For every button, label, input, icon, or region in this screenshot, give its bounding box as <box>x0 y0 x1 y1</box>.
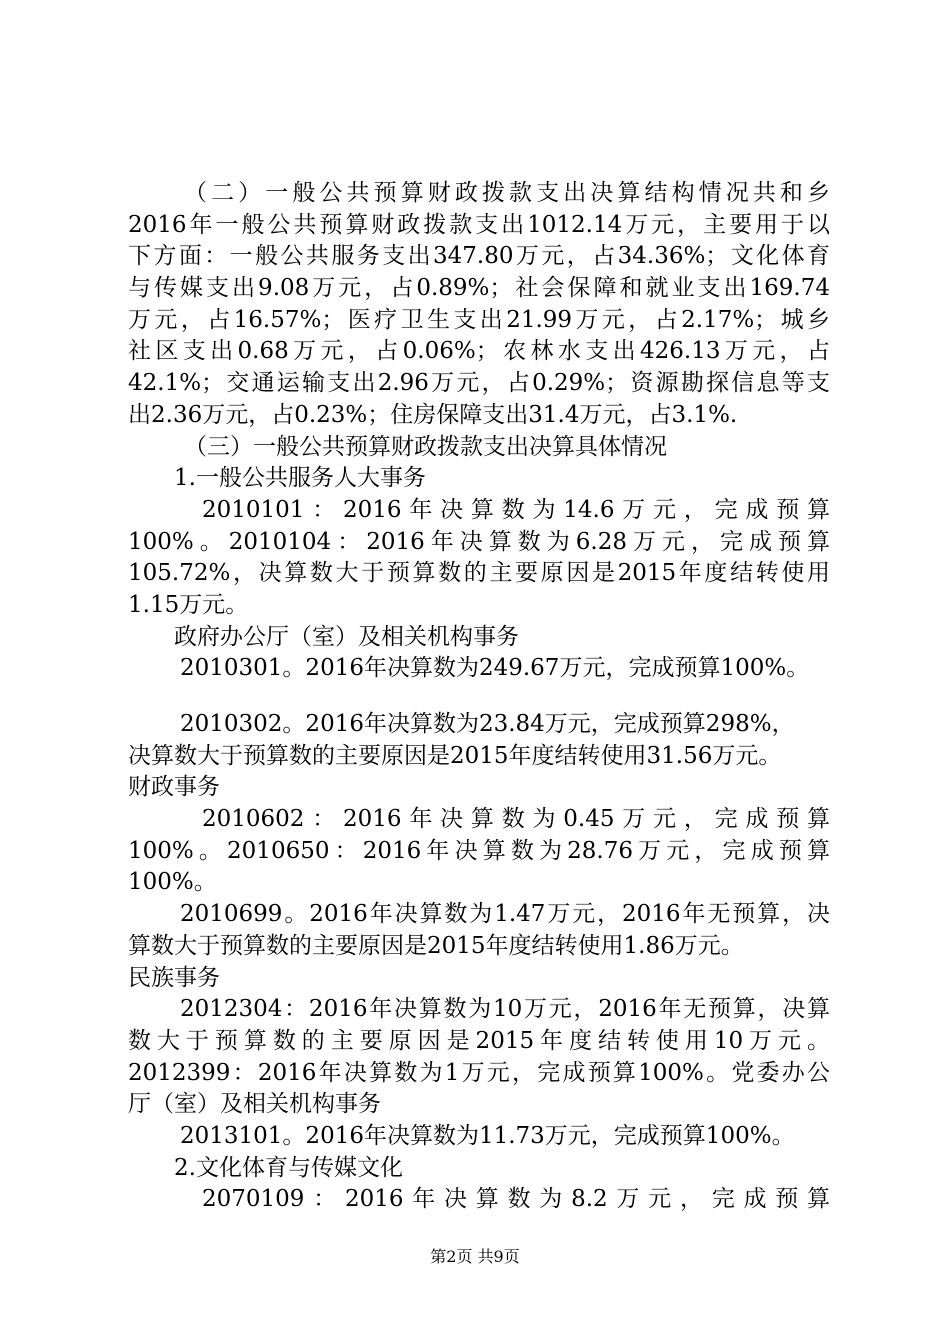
page-footer: 第2页 共9页 <box>430 1247 520 1266</box>
paragraph-line: 2013101。2016年决算数为11.73万元，完成预算100%。 <box>180 1122 795 1149</box>
paragraph-line: 100%。 <box>128 869 217 896</box>
paragraph-line: （二）一般公共预算财政拨款支出决算结构情况共和乡 <box>184 180 830 206</box>
paragraph-line: 2016年一般公共预算财政拨款支出1012.14万元，主要用于以 <box>128 211 830 238</box>
paragraph-line: 42.1%；交通运输支出2.96万元，占0.29%；资源勘探信息等支 <box>128 370 830 397</box>
paragraph-line: 2010301。2016年决算数为249.67万元，完成预算100%。 <box>180 655 810 682</box>
section-heading: 政府办公厅（室）及相关机构事务 <box>174 623 519 650</box>
section-heading: （三）一般公共预算财政拨款支出决算具体情况 <box>184 433 667 460</box>
paragraph-line: 决算数大于预算数的主要原因是2015年度结转使用31.56万元。 <box>128 742 782 769</box>
paragraph-line: 万元，占16.57%；医疗卫生支出21.99万元，占2.17%；城乡 <box>128 306 830 333</box>
body-text <box>128 178 830 1216</box>
paragraph-line: 出2.36万元，占0.23%；住房保障支出31.4万元，占3.1%. <box>128 401 738 428</box>
paragraph-line: 算数大于预算数的主要原因是2015年度结转使用1.86万元。 <box>128 932 744 959</box>
paragraph-line: 厅（室）及相关机构事务 <box>128 1091 381 1118</box>
paragraph-line: 2010302。2016年决算数为23.84万元，完成预算298%， <box>180 711 795 737</box>
paragraph-line: 2070109：2016年决算数为8.2万元，完成预算 <box>202 1186 830 1213</box>
paragraph-line: 与传媒支出9.08万元，占0.89%；社会保障和就业支出169.74 <box>128 275 830 302</box>
section-heading: 2.文化体育与传媒文化 <box>174 1154 403 1181</box>
paragraph-line: 105.72%，决算数大于预算数的主要原因是2015年度结转使用 <box>128 560 830 587</box>
paragraph-line: 2010101：2016年决算数为14.6万元，完成预算 <box>202 496 830 523</box>
paragraph-line: 1.15万元。 <box>128 591 249 618</box>
section-heading: 1.一般公共服务人大事务 <box>174 465 426 492</box>
paragraph-line: 数大于预算数的主要原因是2015年度结转使用10万元。 <box>128 1027 830 1054</box>
paragraph-line: 下方面：一般公共服务支出347.80万元，占34.36%；文化体育 <box>128 243 830 270</box>
paragraph-line: 2012304：2016年决算数为10万元，2016年无预算，决算 <box>180 996 830 1023</box>
section-heading: 民族事务 <box>128 964 220 991</box>
paragraph-line: 2010699。2016年决算数为1.47万元，2016年无预算，决 <box>180 901 830 928</box>
paragraph-line: 100%。2010650：2016年决算数为28.76万元，完成预算 <box>128 837 830 864</box>
paragraph-line: 社区支出0.68万元，占0.06%；农林水支出426.13万元，占 <box>128 338 830 365</box>
section-heading: 财政事务 <box>128 774 220 801</box>
paragraph-line: 100%。2010104：2016年决算数为6.28万元，完成预算 <box>128 528 830 555</box>
paragraph-line: 2012399：2016年决算数为1万元，完成预算100%。党委办公 <box>128 1059 830 1086</box>
paragraph-line: 2010602：2016年决算数为0.45万元，完成预算 <box>202 806 830 833</box>
